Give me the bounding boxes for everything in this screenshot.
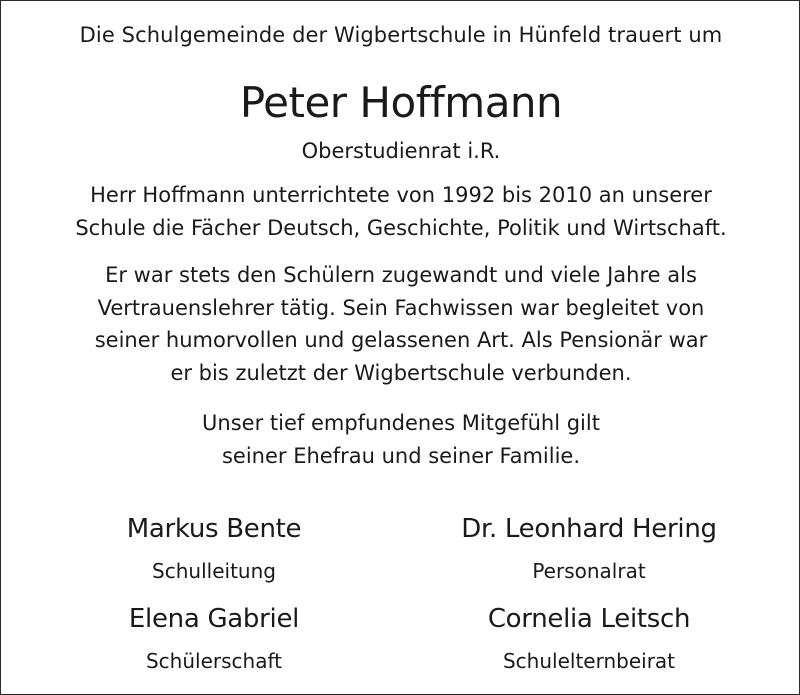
signer-role: Schulleitung — [152, 559, 276, 583]
signer-name: Elena Gabriel — [128, 604, 300, 634]
paragraph-line: Er war stets den Schülern zugewandt und viele Jahre als — [105, 263, 697, 287]
deceased-name: Peter Hoffmann — [239, 78, 563, 127]
signer-name: Markus Bente — [126, 514, 302, 544]
signer-student-body — [44, 601, 384, 676]
paragraph-line: er bis zuletzt der Wigbertschule verbunden. — [170, 360, 632, 385]
intro-line: Die Schulgemeinde der Wigbertschule in Hünfeld trauert um — [79, 23, 723, 47]
paragraph-line: Unser tief empfundenes Mitgefühl gilt — [202, 411, 600, 435]
signer-name: Dr. Leonhard Hering — [461, 514, 717, 544]
signer-role: Schulelternbeirat — [502, 649, 676, 673]
paragraph-line: Herr Hoffmann unterrichtete von 1992 bis 2010 an unserer — [90, 183, 712, 207]
signer-staff-council — [419, 511, 759, 586]
paragraph-line: Vertrauenslehrer tätig. Sein Fachwissen war begleitet von — [97, 295, 705, 320]
signer-principal — [44, 511, 384, 586]
paragraph-tribute — [1, 259, 800, 389]
paragraph-line: Schule die Fächer Deutsch, Geschichte, Politik und Wirtschaft. — [75, 215, 727, 240]
signer-role: Personalrat — [532, 559, 646, 583]
paragraph-career — [1, 179, 800, 244]
signer-parents-council — [419, 601, 759, 676]
paragraph-line: seiner Ehefrau und seiner Familie. — [221, 443, 581, 468]
paragraph-line: seiner humorvollen und gelassenen Art. Als Pensionär war — [94, 328, 708, 352]
signer-role: Schülerschaft — [145, 649, 282, 673]
deceased-title: Oberstudienrat i.R. — [301, 139, 501, 163]
paragraph-condolence — [1, 407, 800, 472]
signer-name: Cornelia Leitsch — [487, 604, 691, 634]
